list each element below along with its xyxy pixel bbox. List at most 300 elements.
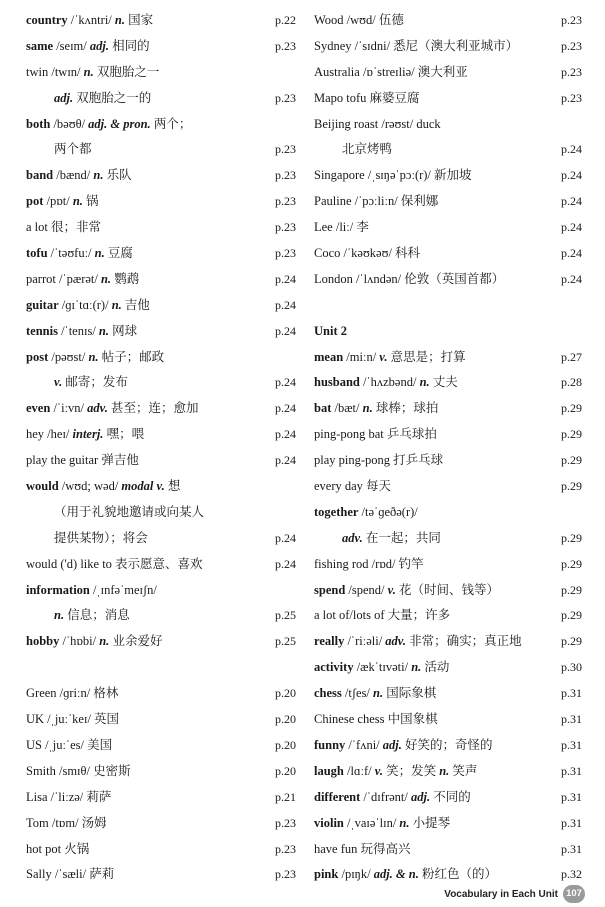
entry-text	[26, 578, 157, 604]
phonetic-or-phrase: /ɡɪˈtɑː(r)/	[58, 297, 112, 312]
vocab-entry	[314, 448, 582, 474]
part-of-speech: n.	[88, 349, 99, 364]
part-of-speech: n.	[94, 246, 105, 261]
vocab-entry	[314, 655, 582, 681]
page-number-badge: 107	[563, 885, 585, 903]
definition: 锅	[82, 194, 99, 209]
page-reference: p.27	[561, 349, 582, 364]
vocab-entry	[26, 629, 296, 655]
definition: 豆腐	[104, 246, 133, 261]
part-of-speech: modal v.	[121, 479, 165, 494]
entry-text	[314, 189, 438, 215]
definition: 笑；发笑	[382, 763, 440, 778]
entry-text	[54, 500, 204, 526]
entry-text	[314, 370, 458, 396]
page-reference: p.24	[275, 530, 296, 545]
phonetic-or-phrase: 两个都	[54, 142, 92, 157]
entry-text	[314, 34, 518, 60]
page-reference: p.23	[275, 38, 296, 53]
phonetic-or-phrase: play the guitar 弹吉他	[26, 453, 139, 468]
entry-text	[314, 319, 347, 345]
headword: funny	[314, 737, 346, 752]
definition: 双胞胎之一的	[73, 90, 152, 105]
entry-text	[314, 655, 449, 681]
vocab-entry	[314, 578, 582, 604]
vocab-entry	[314, 267, 582, 293]
entry-text	[314, 396, 438, 422]
headword: guitar	[26, 297, 59, 312]
page-reference: p.24	[561, 168, 582, 183]
definition: 花（时间、钱等）	[395, 582, 499, 597]
headword: bat	[314, 401, 332, 416]
page-reference: p.24	[561, 142, 582, 157]
entry-text	[314, 345, 466, 371]
page-reference: p.21	[275, 789, 296, 804]
entry-text	[314, 785, 471, 811]
phonetic-or-phrase: US /ˌjuːˈes/ 美国	[26, 737, 113, 752]
headword: together	[314, 504, 359, 519]
vocab-entry	[26, 552, 296, 578]
phonetic-or-phrase: /miːn/	[343, 349, 380, 364]
phonetic-or-phrase: /bænd/	[53, 168, 94, 183]
page-reference: p.24	[275, 297, 296, 312]
definition: 好笑的；奇怪的	[401, 737, 493, 752]
phonetic-or-phrase: Singapore /ˌsɪŋəˈpɔː(r)/ 新加坡	[314, 168, 472, 183]
entry-text	[54, 86, 151, 112]
phonetic-or-phrase: /ˈhɒbi/	[59, 634, 100, 649]
definition: 意思是；打算	[387, 349, 466, 364]
page-reference: p.20	[275, 763, 296, 778]
phonetic-or-phrase: Australia /ɒˈstreɪliə/ 澳大利亚	[314, 64, 468, 79]
entry-text	[54, 137, 92, 163]
phonetic-or-phrase: UK /ˌjuːˈkeɪ/ 英国	[26, 712, 120, 727]
entry-text	[314, 267, 504, 293]
unit-heading: Unit 2	[314, 323, 347, 338]
part-of-speech: n.	[439, 763, 450, 778]
part-of-speech: interj.	[72, 427, 104, 442]
definition: 想	[164, 479, 181, 494]
vocab-entry	[314, 8, 582, 34]
vocab-entry	[314, 189, 582, 215]
vocab-entry	[26, 733, 296, 759]
phonetic-or-phrase: /pɪŋk/	[338, 867, 374, 882]
vocab-entry	[26, 707, 296, 733]
phonetic-or-phrase: 北京烤鸭	[342, 142, 393, 157]
entry-text	[314, 241, 420, 267]
page-footer	[444, 884, 585, 904]
vocab-entry	[26, 578, 296, 604]
entry-text	[314, 500, 418, 526]
headword: violin	[314, 815, 344, 830]
definition: 吉他	[121, 297, 150, 312]
phonetic-or-phrase: Lee /liː/ 李	[314, 220, 369, 235]
part-of-speech: v.	[54, 375, 63, 390]
phonetic-or-phrase: /spend/	[345, 582, 388, 597]
vocab-entry	[26, 8, 296, 34]
vocab-entry	[314, 759, 582, 785]
entry-text	[26, 552, 203, 578]
phonetic-or-phrase: /seɪm/	[53, 38, 90, 53]
headword: pot	[26, 194, 44, 209]
vocab-entry	[26, 319, 296, 345]
left-vocab-column	[26, 8, 296, 888]
vocab-entry	[26, 163, 296, 189]
vocab-entry	[314, 60, 582, 86]
entry-text	[26, 422, 144, 448]
phonetic-or-phrase: parrot /ˈpærət/	[26, 271, 101, 286]
page-reference: p.23	[275, 815, 296, 830]
page-reference: p.22	[275, 13, 296, 27]
phonetic-or-phrase: /wʊd; wəd/	[58, 479, 122, 494]
definition: 不同的	[430, 789, 471, 804]
phonetic-or-phrase: Beijing roast /rəʊst/ duck	[314, 116, 441, 131]
vocab-entry	[314, 785, 582, 811]
definition: 乐队	[103, 168, 132, 183]
vocab-entry	[26, 759, 296, 785]
headword: laugh	[314, 763, 344, 778]
page-reference: p.23	[275, 194, 296, 209]
part-of-speech: adj.	[382, 737, 402, 752]
page-reference: p.31	[561, 763, 582, 778]
entry-text	[26, 474, 180, 500]
page-reference: p.24	[275, 427, 296, 442]
entry-text	[26, 34, 150, 60]
vocab-entry	[314, 137, 582, 163]
vocab-entry	[314, 345, 582, 371]
phonetic-or-phrase: /ˈfʌni/	[345, 737, 383, 752]
phonetic-or-phrase: Sydney /ˈsɪdni/ 悉尼（澳大利亚城市）	[314, 38, 519, 53]
vocab-entry	[314, 293, 582, 319]
part-of-speech: adj. & pron.	[88, 116, 151, 131]
vocab-entry	[314, 837, 582, 863]
page-reference: p.29	[561, 608, 582, 623]
definition: 相同的	[109, 38, 150, 53]
entry-text	[26, 267, 139, 293]
phonetic-or-phrase: /ˈiːvn/	[50, 401, 88, 416]
vocab-entry	[314, 603, 582, 629]
vocab-entry	[314, 707, 582, 733]
vocab-entry	[314, 370, 582, 396]
phonetic-or-phrase: play ping-pong 打乒乓球	[314, 453, 444, 468]
page-reference: p.23	[561, 64, 582, 79]
phonetic-or-phrase: Coco /ˈkəʊkəʊ/ 科科	[314, 246, 421, 261]
page-reference: p.28	[561, 375, 582, 390]
page-reference: p.32	[561, 867, 582, 882]
vocab-entry	[26, 241, 296, 267]
page-reference: p.29	[561, 582, 582, 597]
entry-text	[314, 759, 477, 785]
vocab-entry	[26, 293, 296, 319]
page-reference: p.24	[275, 453, 296, 468]
page-reference: p.29	[561, 427, 582, 442]
page-reference: p.23	[561, 38, 582, 53]
phonetic-or-phrase: hey /heɪ/	[26, 427, 73, 442]
vocab-entry	[26, 215, 296, 241]
vocab-entry	[314, 241, 582, 267]
part-of-speech: n.	[54, 608, 65, 623]
definition: 网球	[109, 323, 138, 338]
vocab-entry	[26, 500, 296, 526]
vocab-entry	[314, 500, 582, 526]
definition: 甚至；连；愈加	[107, 401, 199, 416]
headword: spend	[314, 582, 346, 597]
phonetic-or-phrase: a lot 很；非常	[26, 220, 101, 235]
entry-text	[314, 163, 472, 189]
phonetic-or-phrase: /lɑːf/	[343, 763, 375, 778]
part-of-speech: adj.	[410, 789, 431, 804]
page-reference: p.24	[275, 323, 296, 338]
vocab-entry	[26, 862, 296, 888]
entry-text	[26, 293, 150, 319]
part-of-speech: v.	[387, 582, 396, 597]
page-reference: p.29	[561, 634, 582, 649]
page-reference: p.31	[561, 737, 582, 752]
entry-text	[26, 733, 112, 759]
part-of-speech: adj.	[89, 38, 109, 53]
vocab-entry	[26, 86, 296, 112]
part-of-speech: n.	[93, 168, 104, 183]
part-of-speech: v.	[374, 763, 383, 778]
vocab-entry	[26, 655, 296, 681]
definition: 丈夫	[429, 375, 458, 390]
entry-text	[314, 681, 436, 707]
vocab-entry	[26, 837, 296, 863]
vocab-entry	[26, 112, 296, 138]
unit-heading-row	[314, 319, 582, 345]
headword: information	[26, 582, 90, 597]
definition: 活动	[421, 660, 450, 675]
phonetic-or-phrase: Tom /tɒm/ 汤姆	[26, 815, 107, 830]
entry-text	[26, 811, 107, 837]
entry-text	[314, 60, 468, 86]
page-reference: p.25	[275, 608, 296, 623]
vocab-entry	[26, 681, 296, 707]
phonetic-or-phrase: （用于礼貌地邀请或向某人	[54, 504, 205, 519]
page-reference: p.23	[275, 867, 296, 882]
definition: 小提琴	[409, 815, 451, 830]
phonetic-or-phrase: /ˌvaɪəˈlɪn/	[343, 815, 400, 830]
part-of-speech: n.	[373, 686, 384, 701]
phonetic-or-phrase: Wood /wʊd/ 伍德	[314, 13, 404, 27]
vocab-entry	[26, 267, 296, 293]
page-reference: p.23	[275, 142, 296, 157]
entry-text	[314, 707, 438, 733]
vocab-entry	[26, 811, 296, 837]
entry-text	[26, 163, 132, 189]
phonetic-or-phrase: Lisa /ˈliːzə/ 莉萨	[26, 789, 112, 804]
entry-text	[314, 603, 450, 629]
page-reference: p.24	[561, 220, 582, 235]
entry-text	[314, 474, 391, 500]
page-reference: p.24	[275, 271, 296, 286]
entry-text	[54, 526, 148, 552]
entry-text	[314, 448, 443, 474]
page-reference: p.23	[275, 841, 296, 856]
part-of-speech: n.	[399, 815, 410, 830]
phonetic-or-phrase: every day 每天	[314, 479, 392, 494]
phonetic-or-phrase: Green /ɡriːn/ 格林	[26, 686, 119, 701]
vocab-entry	[26, 189, 296, 215]
part-of-speech: adv.	[385, 634, 407, 649]
vocab-entry	[314, 422, 582, 448]
page-reference: p.31	[561, 841, 582, 856]
headword: same	[26, 38, 54, 53]
part-of-speech: n.	[111, 297, 122, 312]
headword: country	[26, 13, 68, 27]
vocab-entry	[314, 86, 582, 112]
phonetic-or-phrase: /ˈkʌntri/	[67, 13, 115, 27]
phonetic-or-phrase: a lot of/lots of 大量；许多	[314, 608, 451, 623]
entry-text	[26, 785, 111, 811]
phonetic-or-phrase: fishing rod /rɒd/ 钓竿	[314, 556, 424, 571]
definition: 嘿；喂	[103, 427, 145, 442]
entry-text	[26, 345, 164, 371]
entry-text	[54, 603, 130, 629]
part-of-speech: adj. & n.	[373, 867, 419, 882]
headword: band	[26, 168, 54, 183]
page-reference: p.24	[275, 375, 296, 390]
definition: 在一起；共同	[362, 530, 441, 545]
headword: husband	[314, 375, 360, 390]
headword: mean	[314, 349, 344, 364]
phonetic-or-phrase: would ('d) like to 表示愿意、喜欢	[26, 556, 203, 571]
vocab-entry	[314, 552, 582, 578]
vocab-entry	[314, 396, 582, 422]
definition: 信息；消息	[64, 608, 130, 623]
definition: 邮寄；发布	[62, 375, 128, 390]
part-of-speech: n.	[114, 13, 125, 27]
page-reference: p.30	[561, 660, 582, 675]
footer-title: Vocabulary in Each Unit	[444, 888, 558, 900]
page-reference: p.20	[275, 737, 296, 752]
vocab-entry	[26, 396, 296, 422]
phonetic-or-phrase: London /ˈlʌndən/ 伦敦（英国首都）	[314, 271, 505, 286]
entry-text	[54, 370, 128, 396]
entry-text	[26, 837, 89, 863]
phonetic-or-phrase: /bæt/	[331, 401, 363, 416]
vocab-entry	[314, 629, 582, 655]
page-reference: p.29	[561, 401, 582, 416]
definition: 非常；确实；真正地	[406, 634, 522, 649]
entry-text	[26, 60, 159, 86]
definition: 球棒；球拍	[372, 401, 439, 416]
headword: chess	[314, 686, 342, 701]
page-reference: p.23	[275, 90, 296, 105]
part-of-speech: adv.	[87, 401, 108, 416]
definition: 鹦鹉	[111, 271, 140, 286]
phonetic-or-phrase: Sally /ˈsæli/ 萨莉	[26, 867, 115, 882]
page-reference: p.24	[275, 401, 296, 416]
entry-text	[26, 707, 119, 733]
phonetic-or-phrase: ping-pong bat 乒乓球拍	[314, 427, 437, 442]
page-reference: p.24	[561, 271, 582, 286]
entry-text	[314, 811, 450, 837]
part-of-speech: n.	[419, 375, 430, 390]
entry-text	[314, 578, 499, 604]
phonetic-or-phrase: Chinese chess 中国象棋	[314, 712, 438, 727]
entry-text	[314, 733, 493, 759]
entry-text	[26, 759, 131, 785]
entry-text	[314, 837, 411, 863]
phonetic-or-phrase: /ˈtenɪs/	[57, 323, 99, 338]
entry-text	[314, 422, 437, 448]
vocab-entry	[26, 474, 296, 500]
page-reference: p.24	[275, 556, 296, 571]
phonetic-or-phrase: /ˈtəʊfuː/	[47, 246, 95, 261]
phonetic-or-phrase: /pəʊst/	[48, 349, 89, 364]
definition: 国家	[124, 13, 154, 27]
headword: would	[26, 479, 59, 494]
vocab-entry	[26, 603, 296, 629]
entry-text	[26, 112, 191, 138]
page-reference: p.24	[561, 194, 582, 209]
vocab-entry	[314, 811, 582, 837]
page-reference: p.23	[275, 246, 296, 261]
entry-text	[26, 396, 198, 422]
entry-text	[26, 862, 114, 888]
headword: activity	[314, 660, 354, 675]
part-of-speech: adv.	[342, 530, 363, 545]
vocab-entry	[314, 112, 582, 138]
vocab-entry	[314, 733, 582, 759]
phonetic-or-phrase: Smith /smɪθ/ 史密斯	[26, 763, 131, 778]
part-of-speech: n.	[100, 271, 112, 286]
definition: 两个；	[150, 116, 192, 131]
headword: tofu	[26, 246, 48, 261]
page-reference: p.29	[561, 453, 582, 468]
vocab-entry	[26, 34, 296, 60]
vocab-entry	[26, 345, 296, 371]
page-reference: p.20	[275, 686, 296, 701]
phonetic-or-phrase: /pɒt/	[43, 194, 73, 209]
part-of-speech: n.	[72, 194, 83, 209]
part-of-speech: n.	[411, 660, 422, 675]
phonetic-or-phrase: /ˈriːəli/	[344, 634, 386, 649]
entry-text	[314, 215, 369, 241]
definition: 粉红色（的）	[418, 867, 497, 882]
headword: hobby	[26, 634, 60, 649]
page-reference: p.23	[561, 13, 582, 27]
entry-text	[342, 137, 392, 163]
vocab-entry	[26, 370, 296, 396]
phonetic-or-phrase: Mapo tofu 麻婆豆腐	[314, 90, 420, 105]
definition: 帖子；邮政	[98, 349, 165, 364]
entry-text	[314, 112, 441, 138]
headword: pink	[314, 867, 339, 882]
entry-text	[26, 241, 133, 267]
part-of-speech: v.	[379, 349, 388, 364]
vocab-entry	[26, 448, 296, 474]
part-of-speech: n.	[362, 401, 373, 416]
phonetic-or-phrase: have fun 玩得高兴	[314, 841, 411, 856]
phonetic-or-phrase: hot pot 火锅	[26, 841, 90, 856]
phonetic-or-phrase: /ˌɪnfəˈmeɪʃn/	[89, 582, 157, 597]
definition: 国际象棋	[383, 686, 437, 701]
entry-text	[26, 189, 99, 215]
headword: tennis	[26, 323, 58, 338]
part-of-speech: n.	[99, 634, 110, 649]
vocab-entry	[314, 215, 582, 241]
entry-text	[26, 681, 118, 707]
vocab-entry	[26, 526, 296, 552]
phonetic-or-phrase: /ˈhʌzbənd/	[359, 375, 420, 390]
entry-text	[314, 629, 522, 655]
page-reference: p.31	[561, 789, 582, 804]
vocab-entry	[26, 137, 296, 163]
page-reference: p.31	[561, 815, 582, 830]
entry-text	[26, 319, 137, 345]
page-reference: p.29	[561, 479, 582, 494]
